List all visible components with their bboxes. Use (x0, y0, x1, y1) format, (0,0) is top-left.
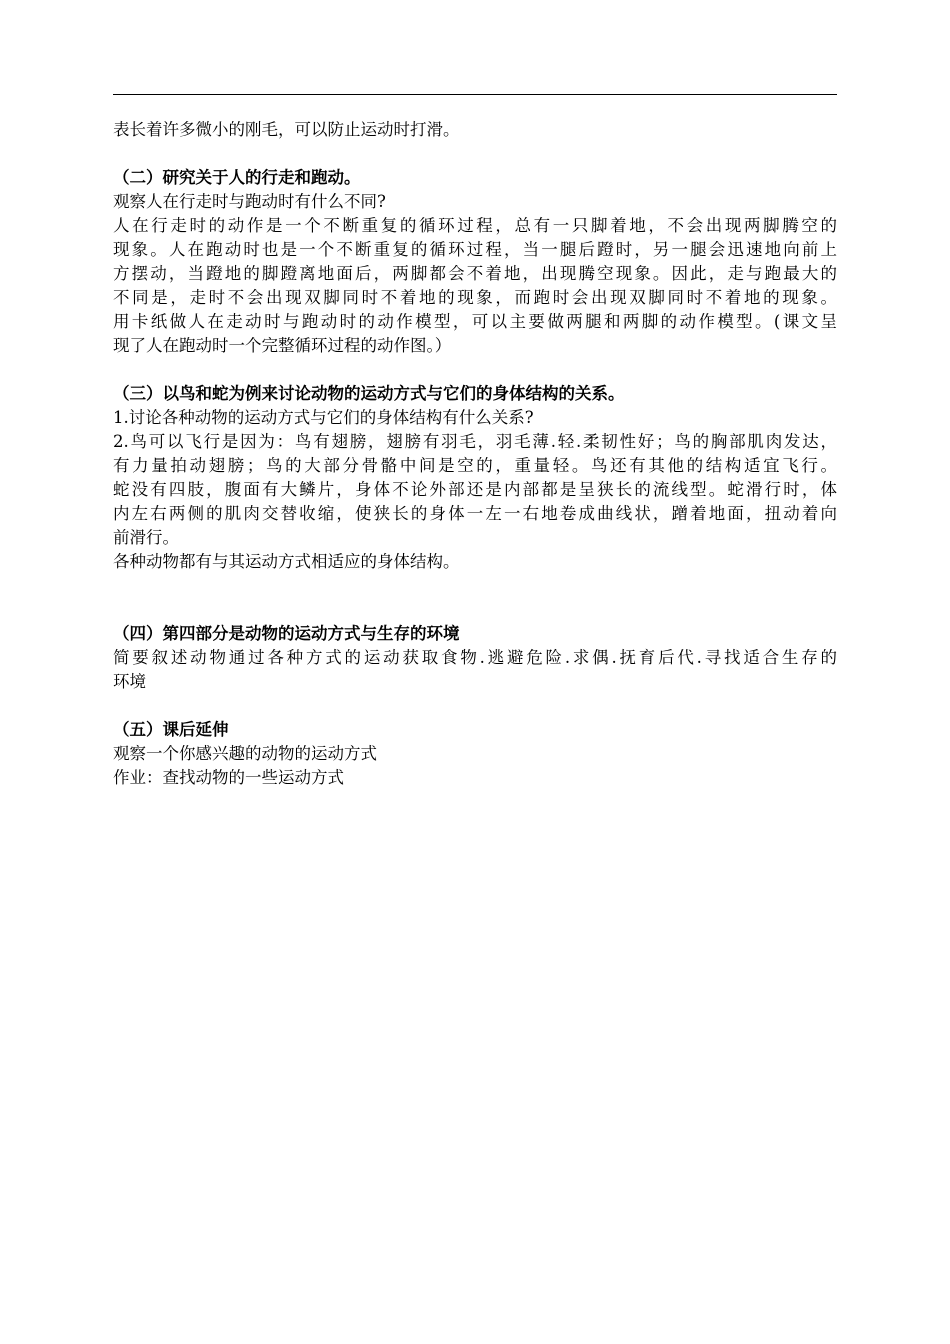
section-2-line: 人在行走时的动作是一个不断重复的循环过程，总有一只脚着地，不会出现两脚腾空的 (113, 216, 837, 235)
section-2-heading: （二）研究关于人的行走和跑动。 (113, 168, 361, 187)
section-3-heading: （三）以鸟和蛇为例来讨论动物的运动方式与它们的身体结构的关系。 (113, 384, 625, 403)
spacer (113, 142, 837, 166)
section-3-line: 内左右两侧的肌肉交替收缩，使狭长的身体一左一右地卷成曲线状，蹭着地面，扭动着向 (113, 504, 837, 523)
section-4-line: 环境 (113, 672, 146, 691)
section-2-line: 方摆动，当蹬地的脚蹬离地面后，两脚都会不着地，出现腾空现象。因此，走与跑最大的 (113, 264, 837, 283)
section-3-line: 有力量拍动翅膀；鸟的大部分骨骼中间是空的，重量轻。鸟还有其他的结构适宜飞行。 (113, 456, 837, 475)
spacer (113, 694, 837, 718)
section-3-line: 前滑行。 (113, 528, 179, 547)
section-4-heading: （四）第四部分是动物的运动方式与生存的环境 (113, 624, 460, 643)
section-5-heading: （五）课后延伸 (113, 720, 229, 739)
section-4-line: 简要叙述动物通过各种方式的运动获取食物.逃避危险.求偶.抚育后代.寻找适合生存的 (113, 648, 837, 667)
header-rule (113, 94, 837, 95)
section-2-line: 不同是，走时不会出现双脚同时不着地的现象，而跑时会出现双脚同时不着地的现象。 (113, 288, 837, 307)
intro-line: 表长着许多微小的刚毛，可以防止运动时打滑。 (113, 120, 460, 139)
spacer (113, 358, 837, 382)
section-3-line: 1.讨论各种动物的运动方式与它们的身体结构有什么关系? (113, 408, 534, 427)
section-2-line: 现了人在跑动时一个完整循环过程的动作图。） (113, 336, 452, 355)
section-2-line: 现象。人在跑动时也是一个不断重复的循环过程，当一腿后蹬时，另一腿会迅速地向前上 (113, 240, 837, 259)
section-3-line: 各种动物都有与其运动方式相适应的身体结构。 (113, 552, 460, 571)
document-body (113, 118, 837, 790)
section-5-line: 作业：查找动物的一些运动方式 (113, 768, 344, 787)
section-2-line: 用卡纸做人在走动时与跑动时的动作模型，可以主要做两腿和两脚的动作模型。(课文呈 (113, 312, 837, 331)
section-3-line: 2.鸟可以飞行是因为：鸟有翅膀，翅膀有羽毛，羽毛薄.轻.柔韧性好；鸟的胸部肌肉发达， (113, 432, 837, 451)
section-2-line: 观察人在行走时与跑动时有什么不同? (113, 192, 386, 211)
spacer (113, 574, 837, 622)
section-5-line: 观察一个你感兴趣的动物的运动方式 (113, 744, 377, 763)
section-3-line: 蛇没有四肢，腹面有大鳞片，身体不论外部还是内部都是呈狭长的流线型。蛇滑行时，体 (113, 480, 837, 499)
